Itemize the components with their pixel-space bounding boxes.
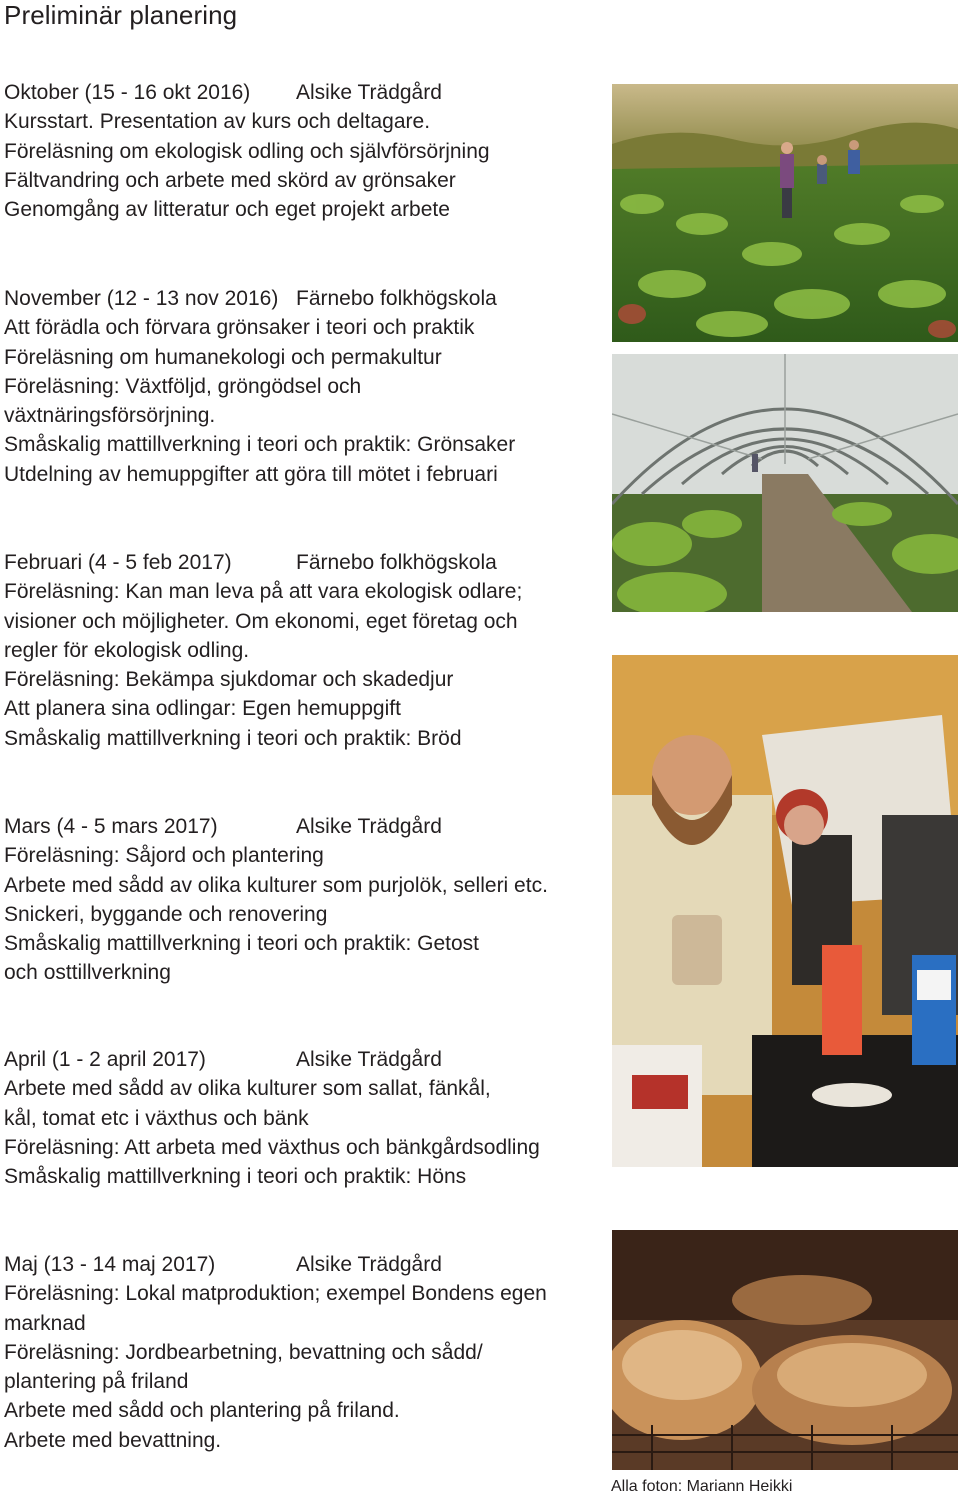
section-date: November (12 - 13 nov 2016) [4, 287, 279, 310]
section-place: Färnebo folkhögskola [296, 551, 497, 574]
section-line: Föreläsning: Bekämpa sjukdomar och skadedjur [4, 668, 454, 692]
section-line: Fältvandring och arbete med skörd av grönsaker [4, 168, 456, 192]
section-line: Arbete med sådd av olika kulturer som sallat, fänkål, [4, 1077, 491, 1101]
section-line: Arbete med sådd och plantering på friland. [4, 1399, 400, 1423]
photo-field-harvest-icon [612, 84, 958, 342]
section-date: Mars (4 - 5 mars 2017) [4, 815, 218, 838]
section-line: kål, tomat etc i växthus och bänk [4, 1106, 309, 1130]
section-place: Alsike Trädgård [296, 81, 442, 104]
section-line: Föreläsning: Såjord och plantering [4, 844, 324, 868]
section-line: plantering på friland [4, 1370, 189, 1394]
section-line: Utdelning av hemuppgifter att göra till mötet i februari [4, 462, 498, 486]
section-line: Småskalig mattillverkning i teori och praktik: Bröd [4, 726, 462, 750]
section-place: Alsike Trädgård [296, 1253, 442, 1276]
section-mars [4, 812, 604, 988]
section-line: visioner och möjligheter. Om ekonomi, eget företag och [4, 609, 518, 633]
section-date: Maj (13 - 14 maj 2017) [4, 1253, 216, 1276]
section-place: Alsike Trädgård [296, 815, 442, 838]
section-line: Arbete med sådd av olika kulturer som purjolök, selleri etc. [4, 873, 548, 897]
section-februari [4, 548, 604, 753]
section-line: Föreläsning: Jordbearbetning, bevattning och sådd/ [4, 1340, 483, 1364]
photo-credit: Alla foton: Mariann Heikki [611, 1478, 793, 1495]
section-line: Att planera sina odlingar: Egen hemuppgift [4, 697, 401, 721]
section-date: April (1 - 2 april 2017) [4, 1048, 206, 1071]
section-line: Föreläsning: Lokal matproduktion; exempel Bondens egen [4, 1282, 547, 1306]
section-line: växtnäringsförsörjning. [4, 404, 216, 428]
section-line: Föreläsning: Kan man leva på att vara ekologisk odlare; [4, 580, 523, 604]
section-oktober [4, 78, 604, 224]
section-november [4, 284, 604, 489]
section-line: Föreläsning om ekologisk odling och självförsörjning [4, 139, 490, 163]
section-line: Att förädla och förvara grönsaker i teori och praktik [4, 316, 475, 340]
section-line: Kursstart. Presentation av kurs och deltagare. [4, 110, 431, 134]
section-line: regler för ekologisk odling. [4, 638, 250, 662]
photo-kitchen-baking-icon [612, 655, 958, 1167]
section-line: Föreläsning: Växtföljd, gröngödsel och [4, 374, 362, 398]
section-line: och osttillverkning [4, 961, 171, 985]
section-line: Småskalig mattillverkning i teori och praktik: Getost [4, 932, 480, 956]
photo-greenhouse-icon [612, 354, 958, 612]
section-april [4, 1045, 604, 1191]
section-line: Genomgång av litteratur och eget projekt arbete [4, 198, 450, 222]
section-line: marknad [4, 1311, 86, 1335]
section-line: Snickeri, byggande och renovering [4, 902, 328, 926]
section-date: Februari (4 - 5 feb 2017) [4, 551, 232, 574]
section-place: Alsike Trädgård [296, 1048, 442, 1071]
section-line: Arbete med bevattning. [4, 1428, 222, 1452]
section-line: Småskalig mattillverkning i teori och praktik: Grönsaker [4, 433, 516, 457]
section-date: Oktober (15 - 16 okt 2016) [4, 81, 251, 104]
section-place: Färnebo folkhögskola [296, 287, 497, 310]
section-maj [4, 1250, 604, 1455]
section-line: Småskalig mattillverkning i teori och praktik: Höns [4, 1165, 467, 1189]
photo-bread-loaves-icon [612, 1230, 958, 1470]
page-title: Preliminär planering [4, 0, 238, 30]
section-line: Föreläsning: Att arbeta med växthus och bänkgårdsodling [4, 1135, 540, 1159]
section-line: Föreläsning om humanekologi och permakultur [4, 345, 442, 369]
